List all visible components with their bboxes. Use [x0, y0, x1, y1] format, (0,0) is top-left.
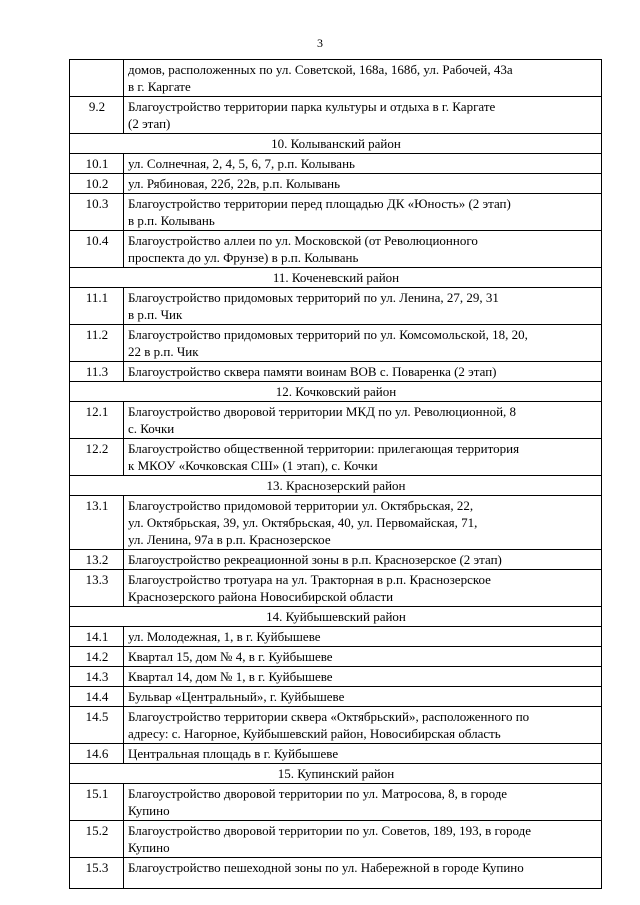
row-description [124, 402, 602, 439]
description-line: 22 в р.п. Чик [128, 344, 199, 359]
table-row [70, 325, 602, 362]
district-header-row [70, 268, 602, 288]
row-description [124, 707, 602, 744]
row-description [124, 496, 602, 550]
district-title: 14. Куйбышевский район [70, 607, 602, 627]
description-line: адресу: с. Нагорное, Куйбышевский район, Новосибирская область [128, 726, 501, 741]
row-number: 15.1 [70, 784, 124, 821]
table-row [70, 784, 602, 821]
description-line: к МКОУ «Кочковская СШ» (1 этап), с. Кочки [128, 458, 378, 473]
row-description [124, 174, 602, 194]
row-description [124, 60, 602, 97]
description-line: Благоустройство придомовых территорий по ул. Ленина, 27, 29, 31 [128, 290, 499, 305]
row-description [124, 784, 602, 821]
description-line: проспекта до ул. Фрунзе) в р.п. Колывань [128, 250, 359, 265]
description-line: в р.п. Колывань [128, 213, 215, 228]
description-line: ул. Ленина, 97а в р.п. Краснозерское [128, 532, 331, 547]
table-row [70, 97, 602, 134]
row-number: 12.1 [70, 402, 124, 439]
row-number: 13.2 [70, 550, 124, 570]
row-description [124, 821, 602, 858]
row-description [124, 439, 602, 476]
district-title: 12. Кочковский район [70, 382, 602, 402]
row-number: 14.2 [70, 647, 124, 667]
description-line: Купино [128, 803, 170, 818]
description-line: ул. Рябиновая, 22б, 22в, р.п. Колывань [128, 176, 341, 191]
row-number: 15.2 [70, 821, 124, 858]
table-row [70, 707, 602, 744]
row-description [124, 288, 602, 325]
row-description [124, 362, 602, 382]
table-row [70, 744, 602, 764]
projects-table-body [70, 60, 602, 889]
description-line: ул. Молодежная, 1, в г. Куйбышеве [128, 629, 321, 644]
table-row [70, 550, 602, 570]
row-description [124, 231, 602, 268]
row-description [124, 154, 602, 174]
description-line: ул. Октябрьская, 39, ул. Октябрьская, 40, ул. Первомайская, 71, [128, 515, 478, 530]
district-title: 15. Купинский район [70, 764, 602, 784]
description-line: (2 этап) [128, 116, 171, 131]
row-description [124, 194, 602, 231]
table-row [70, 627, 602, 647]
district-header-row [70, 764, 602, 784]
row-number: 14.4 [70, 687, 124, 707]
row-number: 11.3 [70, 362, 124, 382]
description-line: с. Кочки [128, 421, 175, 436]
description-line: Благоустройство рекреационной зоны в р.п. Краснозерское (2 этап) [128, 552, 502, 567]
description-line: Благоустройство придомовой территории ул. Октябрьская, 22, [128, 498, 474, 513]
district-title: 11. Коченевский район [70, 268, 602, 288]
row-number: 10.3 [70, 194, 124, 231]
row-number: 15.3 [70, 858, 124, 889]
row-description [124, 325, 602, 362]
row-number: 9.2 [70, 97, 124, 134]
description-line: Благоустройство дворовой территории по ул. Советов, 189, 193, в городе [128, 823, 532, 838]
row-number: 14.3 [70, 667, 124, 687]
row-number: 14.5 [70, 707, 124, 744]
description-line: Квартал 15, дом № 4, в г. Куйбышеве [128, 649, 333, 664]
row-description [124, 550, 602, 570]
table-row [70, 570, 602, 607]
description-line: в р.п. Чик [128, 307, 183, 322]
row-description [124, 687, 602, 707]
row-number: 14.1 [70, 627, 124, 647]
table-row [70, 362, 602, 382]
description-line: ул. Солнечная, 2, 4, 5, 6, 7, р.п. Колывань [128, 156, 355, 171]
table-row [70, 687, 602, 707]
table-row [70, 439, 602, 476]
table-row [70, 231, 602, 268]
description-line: Квартал 14, дом № 1, в г. Куйбышеве [128, 669, 333, 684]
row-number: 12.2 [70, 439, 124, 476]
district-header-row [70, 382, 602, 402]
table-row [70, 174, 602, 194]
row-description [124, 627, 602, 647]
row-number: 13.3 [70, 570, 124, 607]
row-number: 10.1 [70, 154, 124, 174]
row-number: 11.1 [70, 288, 124, 325]
table-row [70, 60, 602, 97]
description-line: Бульвар «Центральный», г. Куйбышеве [128, 689, 345, 704]
row-number: 10.4 [70, 231, 124, 268]
table-row [70, 858, 602, 889]
table-row [70, 402, 602, 439]
row-number: 10.2 [70, 174, 124, 194]
table-row [70, 821, 602, 858]
description-line: Благоустройство общественной территории: прилегающая территория [128, 441, 520, 456]
page-number: 3 [317, 36, 323, 50]
description-line: Благоустройство тротуара на ул. Тракторная в р.п. Краснозерское [128, 572, 491, 587]
description-line: Благоустройство территории перед площадью ДК «Юность» (2 этап) [128, 196, 511, 211]
row-number: 11.2 [70, 325, 124, 362]
table-row [70, 288, 602, 325]
description-line: Центральная площадь в г. Куйбышеве [128, 746, 339, 761]
district-title: 13. Краснозерский район [70, 476, 602, 496]
row-description [124, 647, 602, 667]
description-line: Благоустройство дворовой территории МКД по ул. Революционной, 8 [128, 404, 517, 419]
description-line: в г. Каргате [128, 79, 191, 94]
table-row [70, 647, 602, 667]
table-row [70, 496, 602, 550]
district-header-row [70, 134, 602, 154]
row-description [124, 570, 602, 607]
description-line: Краснозерского района Новосибирской области [128, 589, 394, 604]
row-description [124, 97, 602, 134]
district-header-row [70, 476, 602, 496]
description-line: домов, расположенных по ул. Советской, 168а, 168б, ул. Рабочей, 43а [128, 62, 513, 77]
description-line: Благоустройство придомовых территорий по ул. Комсомольской, 18, 20, [128, 327, 528, 342]
row-number [70, 60, 124, 97]
projects-table [69, 59, 602, 889]
row-description [124, 744, 602, 764]
description-line: Благоустройство сквера памяти воинам ВОВ с. Поваренка (2 этап) [128, 364, 497, 379]
description-line: Благоустройство дворовой территории по ул. Матросова, 8, в городе [128, 786, 508, 801]
description-line: Благоустройство пешеходной зоны по ул. Набережной в городе Купино [128, 860, 524, 875]
row-description [124, 858, 602, 889]
district-title: 10. Колыванский район [70, 134, 602, 154]
description-line: Благоустройство территории парка культуры и отдыха в г. Каргате [128, 99, 496, 114]
table-row [70, 667, 602, 687]
district-header-row [70, 607, 602, 627]
description-line: Купино [128, 840, 170, 855]
description-line: Благоустройство территории сквера «Октябрьский», расположенного по [128, 709, 530, 724]
description-line: Благоустройство аллеи по ул. Московской (от Революционного [128, 233, 478, 248]
table-row [70, 194, 602, 231]
row-number: 13.1 [70, 496, 124, 550]
row-number: 14.6 [70, 744, 124, 764]
row-description [124, 667, 602, 687]
table-row [70, 154, 602, 174]
